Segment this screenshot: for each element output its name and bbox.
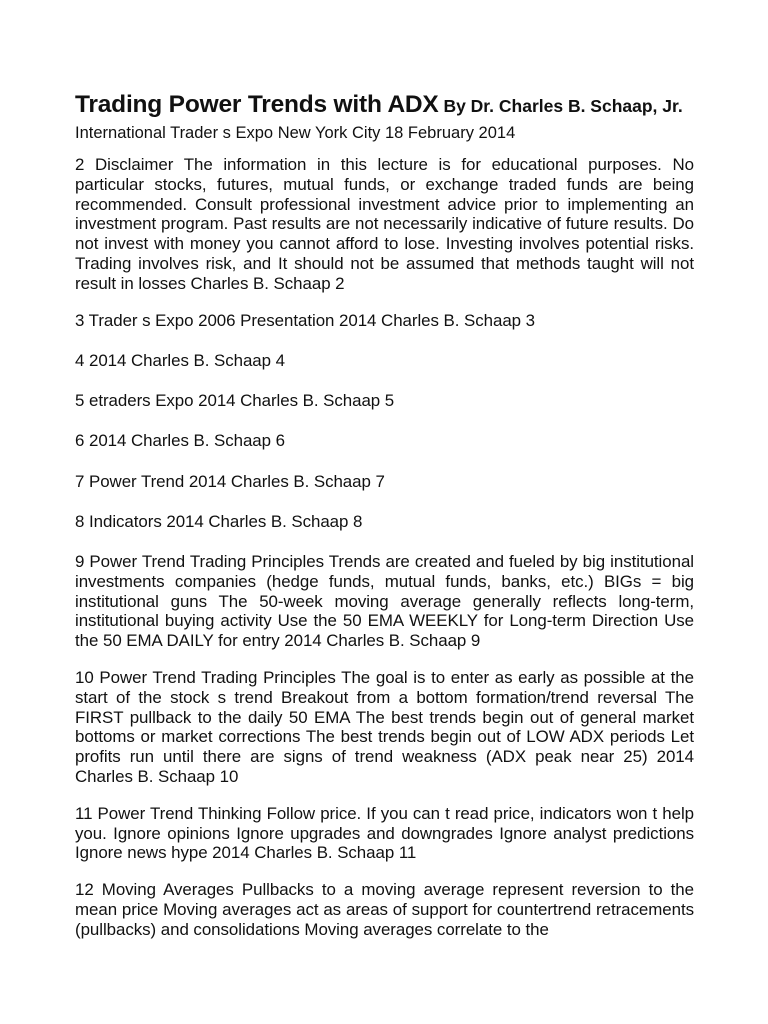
paragraph-slide-4: 4 2014 Charles B. Schaap 4 [75,350,285,370]
paragraph-slide-6: 6 2014 Charles B. Schaap 6 [75,431,285,451]
paragraph-slide-8: 8 Indicators 2014 Charles B. Schaap 8 [75,511,363,531]
paragraph-slide-9: 9 Power Trend Trading Principles Trends are created and fueled by big institutional investments companies (hedge funds, mutual funds, banks, etc.) BIGs = big institutional guns The 50-week moving average generally reflects long-term, institutional buying activity Use the 50 EMA WEEKLY for Long-term Direction Use the 50 EMA DAILY for entry 2014 Charles B. Schaap 9 [75,552,694,651]
paragraph-slide-3: 3 Trader s Expo 2006 Presentation 2014 Charles B. Schaap 3 [75,310,536,330]
document-subtitle: International Trader s Expo New York City 18 February 2014 [75,124,516,142]
document-title: Trading Power Trends with ADX [75,91,439,118]
document-author: By Dr. Charles B. Schaap, Jr. [438,96,683,116]
paragraph-slide-5: 5 etraders Expo 2014 Charles B. Schaap 5 [75,391,395,411]
paragraph-disclaimer: 2 Disclaimer The information in this lecture is for educational purposes. No particular stocks, futures, mutual funds, or exchange traded funds are being recommended. Consult professional investment advice prior to implementing an investment program. Past results are not necessarily indicative of future results. Do not invest with money you cannot afford to lose. Investing involves potential risks. Trading involves risk, and It should not be assumed that methods taught will not result in losses Charles B. Schaap 2 [75,155,694,293]
paragraph-slide-12: 12 Moving Averages Pullbacks to a moving average represent reversion to the mean price Moving averages act as areas of support for countertrend retracements (pullbacks) and consolidations Moving averages correlate to the [75,880,694,939]
paragraph-slide-7: 7 Power Trend 2014 Charles B. Schaap 7 [75,471,385,491]
document-page [75,85,694,957]
document-title-line [75,85,694,122]
paragraph-slide-11: 11 Power Trend Thinking Follow price. If you can t read price, indicators won t help you. Ignore opinions Ignore upgrades and downgrades Ignore analyst predictions Ignore news hype 2014 Charles B. Schaap 11 [75,803,694,863]
paragraph-slide-10: 10 Power Trend Trading Principles The goal is to enter as early as possible at the start of the stock s trend Breakout from a bottom formation/trend reversal The FIRST pullback to the daily 50 EMA The best trends begin out of general market bottoms or market corrections The best trends begin out of LOW ADX periods Let profits run until there are signs of trend weakness (ADX peak near 25) 2014 Charles B. Schaap 10 [75,668,694,786]
